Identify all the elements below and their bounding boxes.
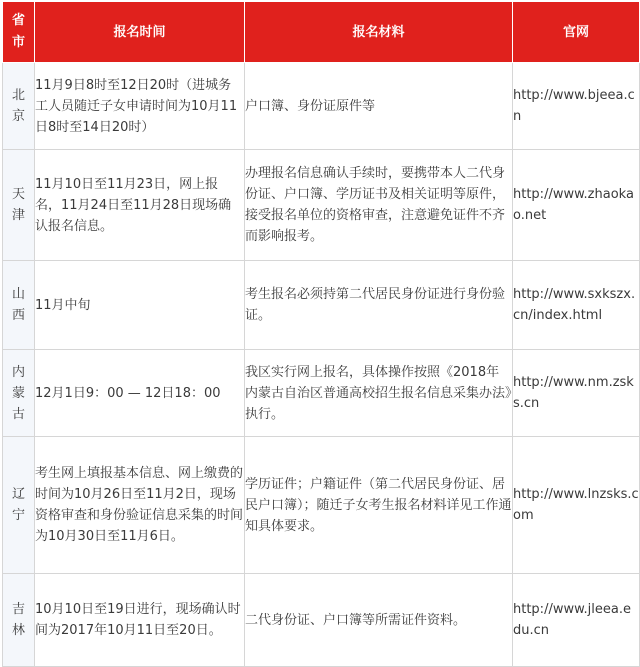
table-row — [3, 350, 640, 437]
province-cell — [3, 63, 35, 150]
time-cell: 11月中旬 — [35, 261, 245, 350]
header-website: 官网 — [513, 2, 640, 63]
website-link[interactable]: http://www.nm.zsks.cn — [513, 350, 640, 437]
province-cell — [3, 437, 35, 574]
materials-cell: 办理报名信息确认手续时，要携带本人二代身份证、户口簿、学历证书及相关证明等原件，接受报名单位的资格审查，注意避免证件不齐而影响报考。 — [245, 150, 513, 261]
table-row — [3, 63, 640, 150]
province-cell — [3, 261, 35, 350]
header-time: 报名时间 — [35, 2, 245, 63]
province-char: 内 — [11, 364, 25, 380]
header-province — [3, 2, 35, 63]
time-cell: 11月9日8时至12日20时（进城务工人员随迁子女申请时间为10月11日8时至14日20时） — [35, 63, 245, 150]
header-row — [3, 2, 640, 63]
time-cell: 10月10日至19日进行，现场确认时间为2017年10月11日至20日。 — [35, 574, 245, 667]
table-row — [3, 261, 640, 350]
province-char: 北 — [11, 88, 25, 103]
province-char: 林 — [11, 623, 25, 638]
province-char: 辽 — [11, 487, 25, 502]
table-row — [3, 574, 640, 667]
province-char: 津 — [11, 208, 25, 223]
materials-cell: 户口簿、身份证原件等 — [245, 63, 513, 150]
province-char: 吉 — [11, 602, 25, 617]
website-link[interactable]: http://www.bjeea.cn — [513, 63, 640, 150]
website-link[interactable]: http://www.jleea.edu.cn — [513, 574, 640, 667]
header-province-label: 省市 — [11, 13, 25, 50]
materials-cell: 学历证件；户籍证件（第二代居民身份证、居民户口簿）；随迁子女考生报名材料详见工作通知具体要求。 — [245, 437, 513, 574]
time-cell: 12月1日9：00 — 12日18：00 — [35, 350, 245, 437]
header-materials: 报名材料 — [245, 2, 513, 63]
website-link[interactable]: http://www.sxkszx.cn/index.html — [513, 261, 640, 350]
province-char: 京 — [11, 109, 25, 124]
table-row — [3, 150, 640, 261]
time-cell: 11月10日至11月23日，网上报名，11月24日至11月28日现场确认报名信息。 — [35, 150, 245, 261]
province-cell — [3, 350, 35, 437]
province-char: 宁 — [11, 508, 25, 523]
registration-table — [2, 1, 640, 667]
province-char: 西 — [11, 308, 25, 323]
province-cell — [3, 150, 35, 261]
province-char: 山 — [11, 287, 25, 302]
materials-cell: 我区实行网上报名，具体操作按照《2018年内蒙古自治区普通高校招生报名信息采集办法》执行。 — [245, 350, 513, 437]
website-link[interactable]: http://www.lnzsks.com — [513, 437, 640, 574]
province-char: 天 — [11, 187, 25, 202]
province-char: 蒙 — [11, 385, 25, 401]
province-char: 古 — [11, 406, 25, 422]
province-cell — [3, 574, 35, 667]
table-row — [3, 437, 640, 574]
website-link[interactable]: http://www.zhaokao.net — [513, 150, 640, 261]
materials-cell: 二代身份证、户口簿等所需证件资料。 — [245, 574, 513, 667]
time-cell: 考生网上填报基本信息、网上缴费的时间为10月26日至11月2日，现场资格审查和身份验证信息采集的时间为10月30日至11月6日。 — [35, 437, 245, 574]
materials-cell: 考生报名必须持第二代居民身份证进行身份验证。 — [245, 261, 513, 350]
